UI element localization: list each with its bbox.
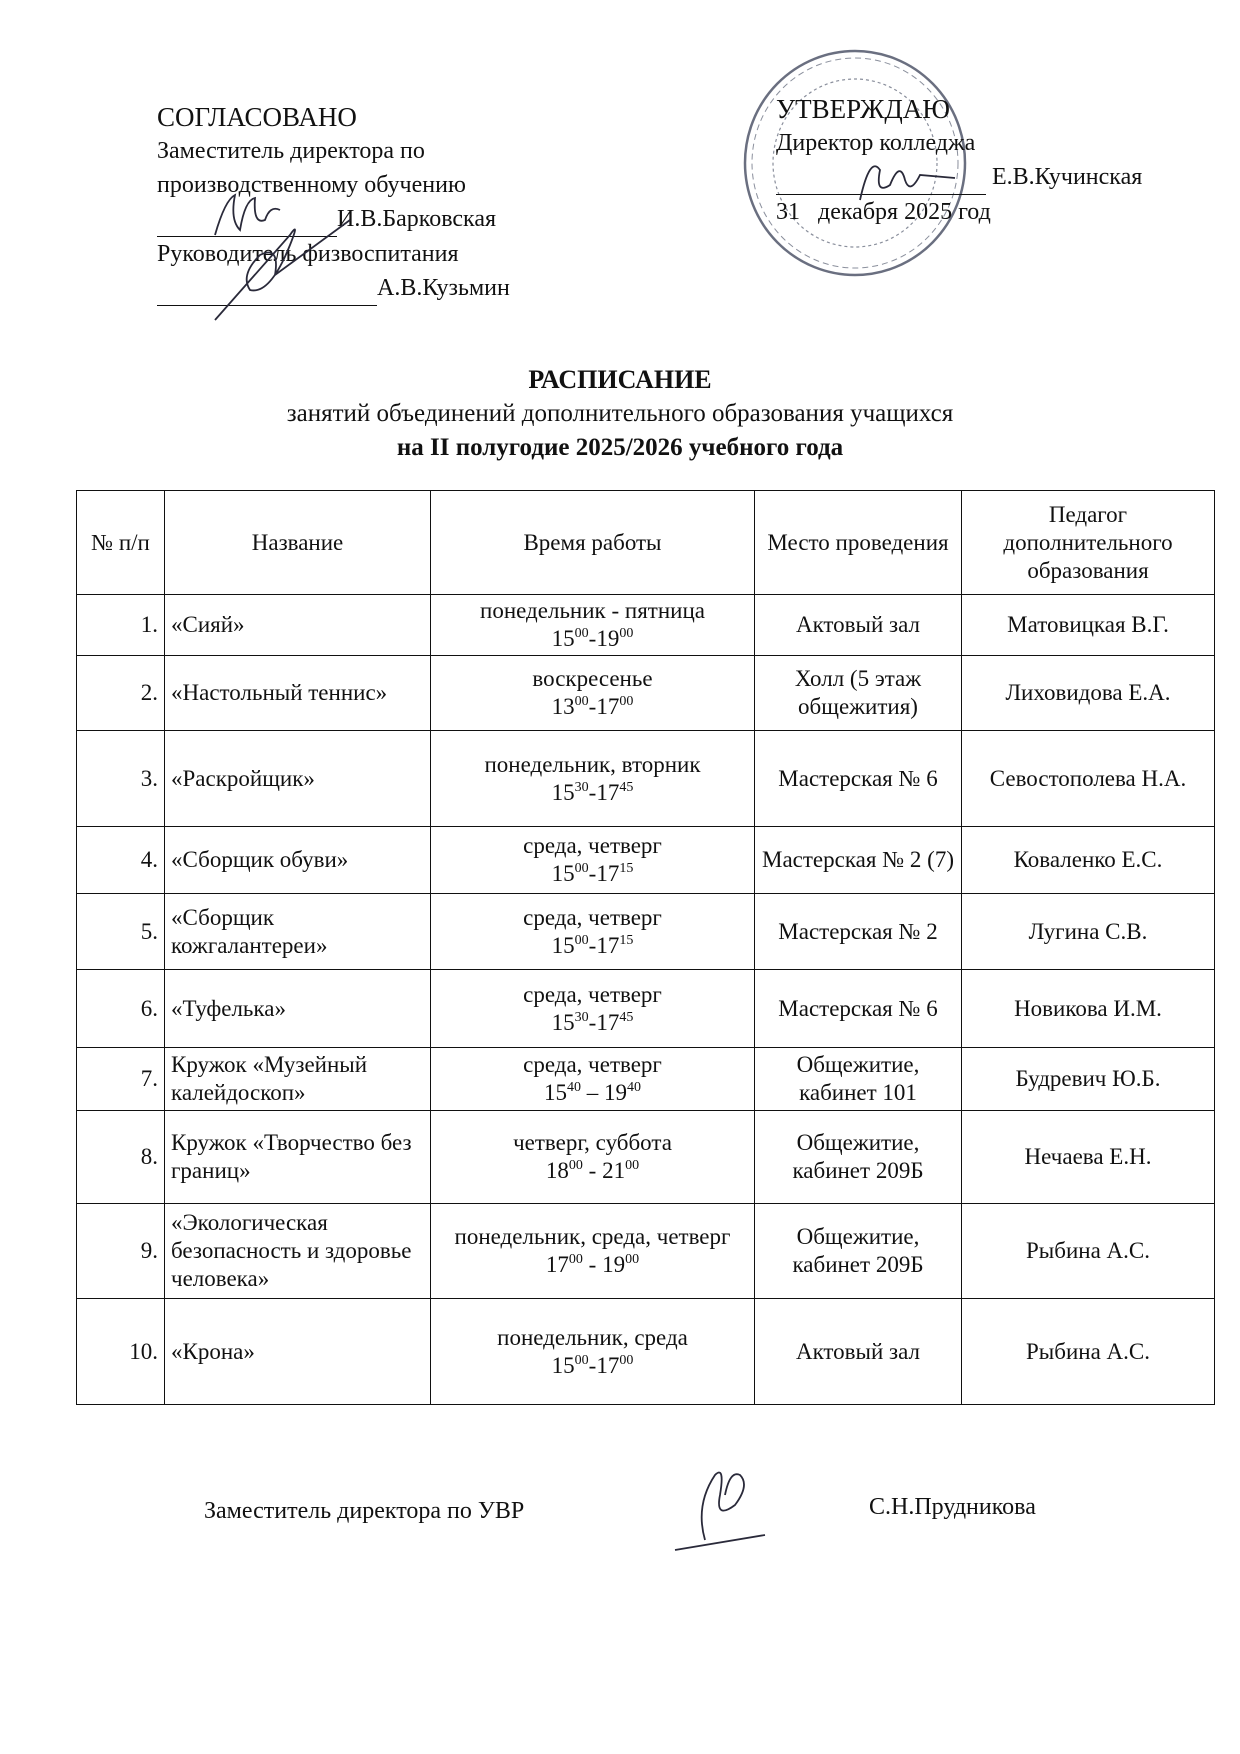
schedule-days: понедельник, среда [497,1324,688,1350]
table-row [77,894,1215,970]
footer-position: Заместитель директора по УВР [204,1498,525,1524]
schedule-days: понедельник - пятница [480,598,705,623]
hours-text: 17 [596,1352,620,1378]
hours-text: 17 [596,779,620,805]
minutes: 00 [574,694,589,709]
schedule-time [431,970,755,1048]
hours-text: 15 [551,626,575,651]
activity-name: Кружок «Музейный калейдоскоп» [165,1048,431,1111]
hours-text: 17 [596,932,620,958]
minutes: 00 [568,1252,583,1267]
schedule-time [431,827,755,894]
hours-text: - [588,861,597,886]
teacher: Рыбина А.С. [962,1299,1215,1405]
row-number: 6. [77,970,165,1048]
schedule-time [431,731,755,827]
schedule-hours [437,1352,748,1380]
table-row [77,1111,1215,1204]
location: Мастерская № 2 [755,894,962,970]
minutes: 00 [625,1252,640,1267]
hours-text: 19 [596,626,620,651]
schedule-time [431,1048,755,1111]
hours-text: 15 [551,932,575,958]
minutes: 00 [574,932,589,948]
approval-date: 31 декабря 2025 год [776,199,991,225]
hours-text: - [588,779,597,805]
teacher: Коваленко Е.С. [962,827,1215,894]
hours-text: - [588,1352,597,1378]
table-row [77,656,1215,731]
teacher: Лиховидова Е.А. [962,656,1215,731]
minutes: 40 [567,1080,581,1095]
minutes: 30 [574,779,589,795]
minutes: 00 [619,1352,634,1368]
minutes: 00 [619,626,634,641]
table-row [77,970,1215,1048]
schedule-time [431,1111,755,1204]
table-row [77,731,1215,827]
activity-name: «Сборщик кожгалантереи» [165,894,431,970]
minutes: 40 [627,1080,641,1095]
hours-text: - [582,1158,603,1183]
hours-text: 18 [545,1158,569,1183]
schedule-days: среда, четверг [523,1052,662,1077]
minutes: 30 [574,1009,589,1025]
table-row [77,1048,1215,1111]
hours-text: 13 [551,694,575,719]
approval-left-position: Заместитель директора по [157,138,425,164]
activity-name: «Туфелька» [165,970,431,1048]
activity-name: «Настольный теннис» [165,656,431,731]
hours-text: 17 [596,694,620,719]
schedule-days: среда, четверг [523,981,662,1007]
schedule-days: четверг, суббота [513,1130,672,1155]
row-number: 5. [77,894,165,970]
hours-text: 15 [544,1080,567,1105]
approval-left-position-2: производственному обучению [157,172,466,198]
schedule-time [431,595,755,656]
schedule-time [431,1204,755,1299]
minutes: 15 [619,932,634,948]
schedule-hours [437,625,748,653]
row-number: 2. [77,656,165,731]
location: Мастерская № 2 (7) [755,827,962,894]
teacher: Будревич Ю.Б. [962,1048,1215,1111]
hours-text: 17 [596,861,620,886]
table-row [77,827,1215,894]
activity-name: «Крона» [165,1299,431,1405]
table-header-row [77,491,1215,595]
schedule-time [431,656,755,731]
minutes: 00 [568,1158,583,1173]
hours-text: 15 [551,1352,575,1378]
schedule-hours [437,1157,748,1185]
location: Холл (5 этаж общежития) [755,656,962,731]
activity-name: «Раскройщик» [165,731,431,827]
schedule-time [431,1299,755,1405]
hours-text: 17 [545,1252,569,1277]
row-number: 4. [77,827,165,894]
schedule-days: понедельник, среда, четверг [454,1224,731,1249]
hours-text: 21 [602,1158,626,1183]
teacher: Рыбина А.С. [962,1204,1215,1299]
row-number: 3. [77,731,165,827]
hours-text: 19 [602,1252,626,1277]
teacher: Севостополева Н.А. [962,731,1215,827]
schedule-time [431,894,755,970]
schedule-hours [437,932,748,960]
row-number: 9. [77,1204,165,1299]
location: Общежитие, кабинет 209Б [755,1204,962,1299]
schedule-hours [437,1009,748,1037]
row-number: 1. [77,595,165,656]
schedule-hours [437,860,748,888]
minutes: 00 [574,626,589,641]
footer-signer: С.Н.Прудникова [869,1494,1036,1520]
hours-text: 15 [551,779,575,805]
header-name: Название [165,491,431,595]
minutes: 00 [574,1352,589,1368]
row-number: 8. [77,1111,165,1204]
schedule-hours [437,1079,748,1107]
hours-text: - [588,626,597,651]
schedule-hours [437,779,748,807]
table-row [77,595,1215,656]
teacher: Лугина С.В. [962,894,1215,970]
table-row [77,1204,1215,1299]
teacher: Новикова И.М. [962,970,1215,1048]
hours-text: 19 [604,1080,627,1105]
signer-kuzmin: А.В.Кузьмин [377,275,510,301]
schedule-table [76,490,1215,1405]
location: Актовый зал [755,1299,962,1405]
location: Мастерская № 6 [755,731,962,827]
schedule-hours [437,693,748,721]
signature-kuzmin [210,215,360,325]
header-teacher: Педагог дополнительного образования [962,491,1215,595]
document-title: РАСПИСАНИЕ [528,365,712,394]
minutes: 15 [619,861,634,876]
activity-name: «Сияй» [165,595,431,656]
hours-text: - [588,1009,597,1035]
row-number: 10. [77,1299,165,1405]
minutes: 00 [619,694,634,709]
document-period: на II полугодие 2025/2026 учебного года [396,434,844,461]
location: Актовый зал [755,595,962,656]
hours-text: - [588,694,597,719]
signer-barkovskaya: И.В.Барковская [337,206,497,232]
minutes: 00 [574,861,589,876]
signature-kuchinskaya [850,150,960,210]
table-row [77,1299,1215,1405]
teacher: Матовицкая В.Г. [962,595,1215,656]
minutes: 45 [619,1009,634,1025]
approval-right-heading: УТВЕРЖДАЮ [776,94,951,124]
approval-left-heading: СОГЛАСОВАНО [157,102,357,132]
hours-text: - [582,1252,603,1277]
activity-name: Кружок «Творчество без границ» [165,1111,431,1204]
approval-left-position-3: Руководитель физвоспитания [157,241,459,267]
location: Мастерская № 6 [755,970,962,1048]
signer-kuchinskaya: Е.В.Кучинская [992,164,1143,190]
schedule-days: понедельник, вторник [484,751,701,777]
approval-right-position: Директор колледжа [776,130,976,156]
activity-name: «Сборщик обуви» [165,827,431,894]
hours-text: 15 [551,861,575,886]
location: Общежитие, кабинет 101 [755,1048,962,1111]
schedule-days: среда, четверг [523,833,662,858]
hours-text: 15 [551,1009,575,1035]
signature-prudnikova [665,1465,775,1555]
header-place: Место проведения [755,491,962,595]
schedule-days: среда, четверг [523,904,662,930]
hours-text: – [581,1080,604,1105]
row-number: 7. [77,1048,165,1111]
hours-text: 17 [596,1009,620,1035]
header-time: Время работы [431,491,755,595]
minutes: 45 [619,779,634,795]
activity-name: «Экологическая безопасность и здоровье человека» [165,1204,431,1299]
location: Общежитие, кабинет 209Б [755,1111,962,1204]
document-subtitle: занятий объединений дополнительного образования учащихся [286,400,954,427]
teacher: Нечаева Е.Н. [962,1111,1215,1204]
header-number: № п/п [77,491,165,595]
hours-text: - [588,932,597,958]
schedule-days: воскресенье [532,666,653,691]
schedule-hours [437,1251,748,1279]
minutes: 00 [625,1158,640,1173]
